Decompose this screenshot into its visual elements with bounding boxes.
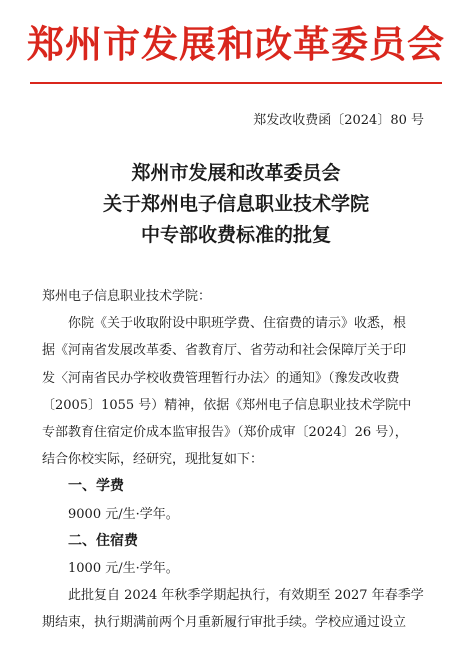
body-line: 期结束，执行期满前两个月重新履行审批手续。学校应通过设立 [42,615,407,631]
org-header-title: 郑州市发展和改革委员会 [27,22,445,66]
section-content-accommodation: 1000 元/生·学年。 [68,560,179,576]
section-heading-accommodation: 二、住宿费 [68,532,138,549]
document-body [42,283,432,636]
body-line: 此批复自 2024 年秋季学期起执行，有效期至 2027 年春季学 [68,588,424,604]
body-line: 〔2005〕1055 号）精神，依据《郑州电子信息职业技术学院中 [42,397,412,413]
title-line: 郑州市发展和改革委员会 [131,162,341,184]
document-title [0,158,472,251]
body-line: 专部教育住宿定价成本监审报告》（郑价成审〔2024〕26 号）， [42,424,408,440]
body-line: 你院《关于收取附设中职班学费、住宿费的请示》收悉，根 [68,316,407,332]
title-line: 关于郑州电子信息职业技术学院 [102,193,369,215]
section-content-tuition: 9000 元/生·学年。 [68,506,179,522]
body-line: 发〈河南省民办学校收费管理暂行办法〉的通知》（豫发改收费 [42,370,400,386]
section-heading-tuition: 一、学费 [68,478,124,495]
salutation: 郑州电子信息职业技术学院： [42,289,212,304]
title-line: 中专部收费标准的批复 [140,224,331,246]
header-red-rule [30,82,442,84]
body-line: 据《河南省发展改革委、省教育厅、省劳动和社会保障厅关于印 [42,343,407,359]
document-number: 郑发改收费函〔2024〕80 号 [253,113,424,128]
body-line: 结合你校实际，经研究，现批复如下： [42,452,264,468]
